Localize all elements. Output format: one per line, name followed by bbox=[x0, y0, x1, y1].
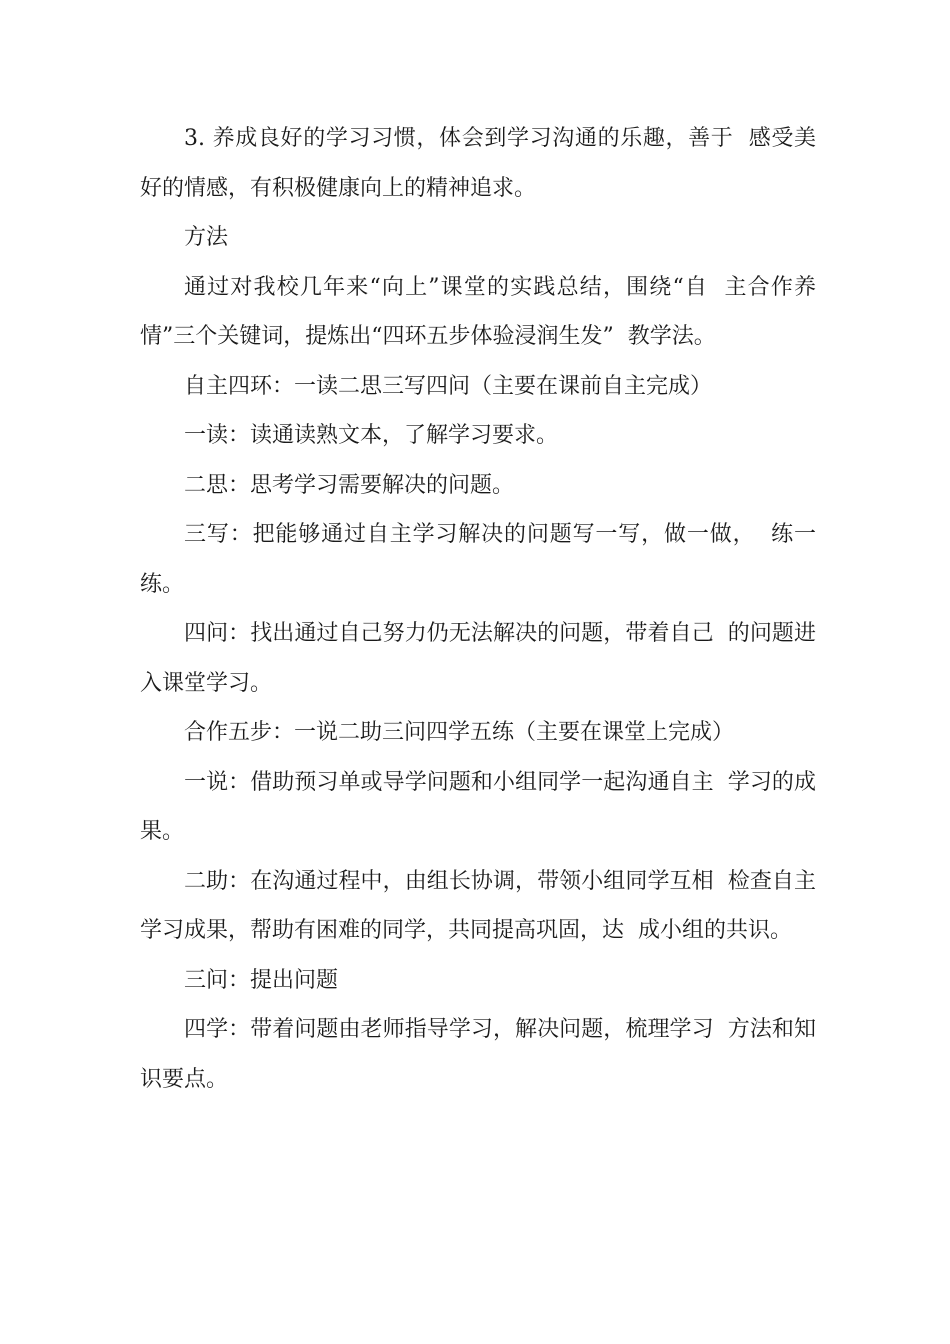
paragraph-think: 二思：思考学习需要解决的问题。 bbox=[184, 472, 515, 498]
heading-five-steps: 合作五步：一说二助三问四学五练（主要在课堂上完成） bbox=[184, 720, 735, 745]
paragraph-read: 一读：读通读熟文本，了解学习要求。 bbox=[184, 423, 559, 448]
paragraph-speak: 一说：借助预习单或导学问题和小组同学一起沟通自主 学习的成果。 bbox=[140, 769, 816, 844]
paragraph-write: 三写：把能够通过自主学习解决的问题写一写，做一做， 练一练。 bbox=[140, 522, 816, 597]
paragraph-learn: 四学：带着问题由老师指导学习，解决问题，梳理学习 方法和知识要点。 bbox=[140, 1017, 816, 1092]
heading-method: 方法 bbox=[184, 225, 229, 250]
paragraph-help: 二助：在沟通过程中，由组长协调，带领小组同学互相 检查自主学习成果，帮助有困难的同学，共同提高巩固，达 成小组的共识。 bbox=[140, 868, 816, 943]
document-body bbox=[140, 114, 816, 1104]
paragraph-method-intro: 通过对我校几年来“向上”课堂的实践总结，围绕“自 主合作养情”三个关键词，提炼出“四环五步体验浸润生发” 教学法。 bbox=[140, 274, 816, 349]
paragraph-question: 三问：提出问题 bbox=[184, 967, 339, 993]
heading-four-rings: 自主四环：一读二思三写四问（主要在课前自主完成） bbox=[184, 373, 713, 399]
paragraph-goal-3: 3. 养成良好的学习习惯，体会到学习沟通的乐趣，善于 感受美好的情感，有积极健康向上的精神追求。 bbox=[140, 126, 816, 201]
paragraph-ask: 四问：找出通过自己努力仍无法解决的问题，带着自己 的问题进入课堂学习。 bbox=[140, 621, 816, 696]
